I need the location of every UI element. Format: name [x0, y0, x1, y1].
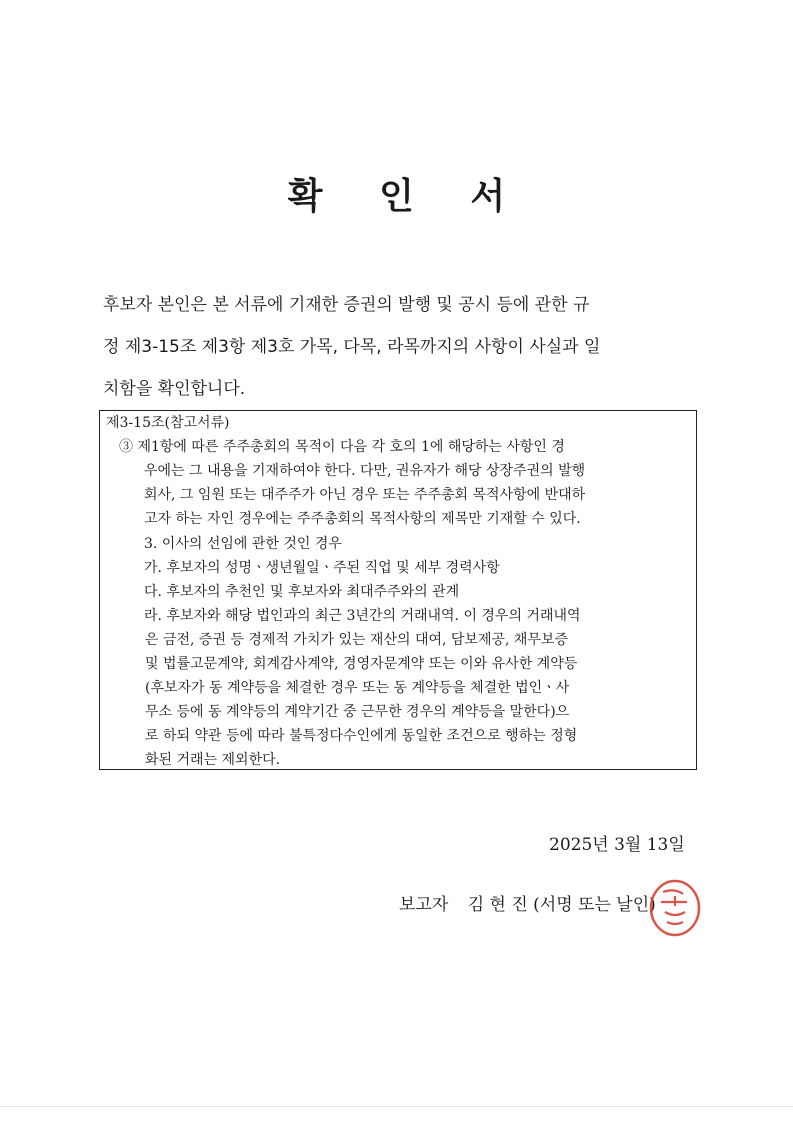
continuation-line: 은 금전, 증권 등 경제적 가치가 있는 재산의 대여, 담보제공, 채무보증 [145, 632, 568, 648]
continuation-line: 로 하되 약관 등에 따라 불특정다수인에게 동일한 조건으로 행하는 정형 [145, 728, 578, 744]
sub-item-line: 다. 후보자의 추천인 및 후보자와 최대주주와의 관계 [144, 584, 460, 600]
signature-note: (서명 또는 날인) [533, 895, 656, 915]
item-line: 3. 이사의 선임에 관한 것인 경우 [144, 536, 342, 552]
sub-item-line: 가. 후보자의 성명ㆍ생년월일ㆍ주된 직업 및 세부 경력사항 [144, 560, 500, 576]
page-divider [0, 1106, 793, 1107]
statement-line: 후보자 본인은 본 서류에 기재한 증권의 발행 및 공시 등에 관한 규 [103, 295, 590, 315]
seal-stamp-icon [647, 878, 703, 938]
signature-line [399, 890, 656, 915]
continuation-line: 무소 등에 동 계약등의 계약기간 중 근무한 경우의 계약등을 말한다)으 [145, 704, 570, 720]
reference-regulation-box [99, 410, 697, 770]
document-date: 2025년 3월 13일 [549, 835, 685, 855]
statement-line: 정 제3-15조 제3항 제3호 가목, 다목, 라목까지의 사항이 사실과 일 [103, 337, 601, 357]
continuation-line: 화된 거래는 제외한다. [145, 752, 281, 768]
reference-title: 제3-15조(참고서류) [106, 415, 230, 431]
paragraph-line: 회사, 그 임원 또는 대주주가 아닌 경우 또는 주주총회 목적사항에 반대하 [144, 487, 586, 503]
paragraph-line: ③ 제1항에 따른 주주총회의 목적이 다음 각 호의 1에 해당하는 사항인 경 [119, 439, 565, 455]
sub-item-line: 라. 후보자와 해당 법인과의 최근 3년간의 거래내역. 이 경우의 거래내역 [144, 608, 581, 624]
continuation-line: (후보자가 동 계약등을 체결한 경우 또는 동 계약등을 체결한 법인ㆍ사 [145, 680, 570, 696]
statement-line: 치함을 확인합니다. [103, 379, 246, 399]
confirmation-statement [103, 284, 703, 410]
paragraph-line: 우에는 그 내용을 기재하여야 한다. 다만, 권유자가 해당 상장주권의 발행 [144, 463, 586, 479]
signer-name: 김 현 진 [467, 895, 528, 915]
paragraph-line: 고자 하는 자인 경우에는 주주총회의 목적사항의 제목만 기재할 수 있다. [144, 511, 581, 527]
document-title: 확 인 서 [287, 176, 528, 217]
signer-label: 보고자 [399, 895, 449, 915]
continuation-line: 및 법률고문계약, 회계감사계약, 경영자문계약 또는 이와 유사한 계약등 [145, 656, 578, 672]
